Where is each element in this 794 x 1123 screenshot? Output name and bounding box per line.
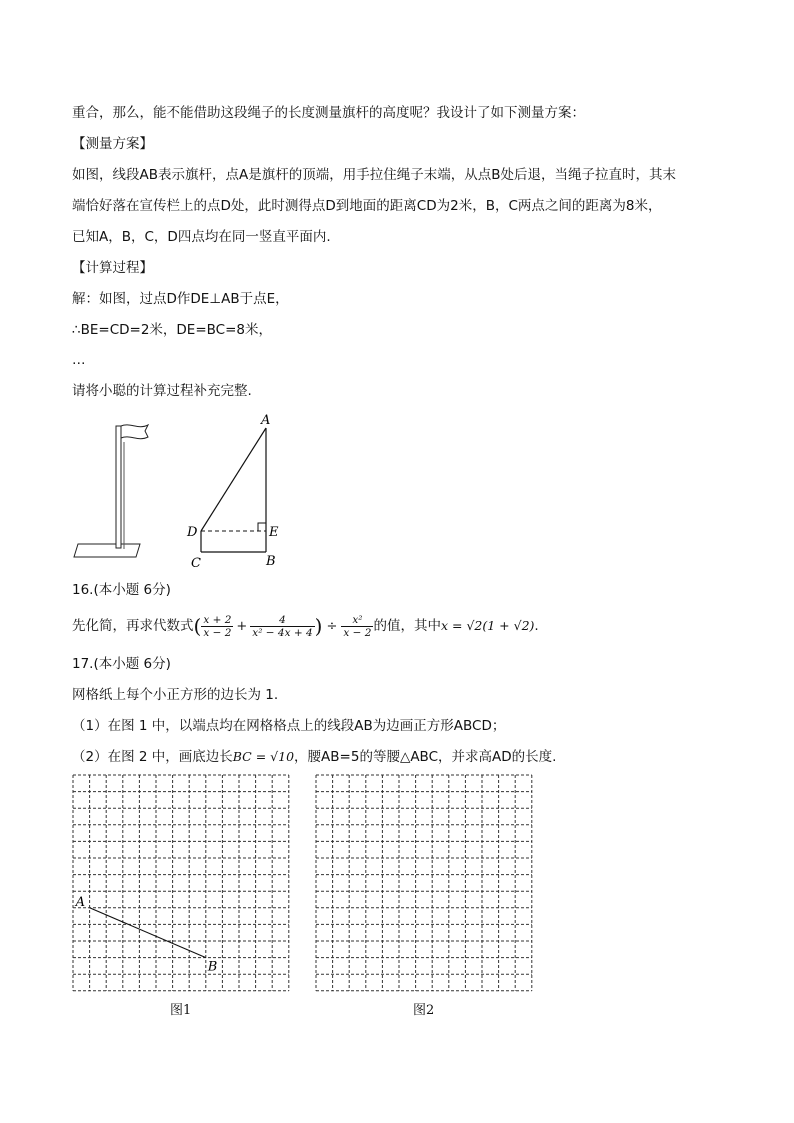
grid-figure-1 [68, 770, 294, 996]
left-paren: ( [193, 614, 202, 638]
q16-expression: 先化简，再求代数式( $\frac{x + 2}{x - 2}$ + $\frac{4}{\text{x² − 4x + 4}}$ ) ÷ $\frac{\text{x²}}{x - 2}$ 的值，其中x = √2(1 + √2). [72, 613, 539, 639]
pole [116, 426, 121, 548]
label-E: E [269, 525, 279, 540]
q16-header: 16.(本小题 6分) [72, 582, 171, 598]
q17-stem: 网格纸上每个小正方形的边长为 1. [72, 687, 279, 703]
plan-line-2: 端恰好落在宣传栏上的点D处，此时测得点D到地面的距离CD为2米，B，C两点之间的距离为8米， [72, 198, 662, 214]
right-angle-mark [258, 523, 266, 531]
label-C: C [191, 556, 201, 571]
q16-text-before: 先化简，再求代数式 [72, 618, 194, 634]
section-plan-heading: 【测量方案】 [72, 136, 153, 152]
grid-1-lines [73, 775, 289, 991]
intro-line: 重合，那么，能不能借助这段绳子的长度测量旗杆的高度呢？我设计了如下测量方案： [72, 105, 585, 121]
segment-AB-grid [90, 908, 206, 958]
right-paren: ) [314, 614, 323, 638]
grid-label-A: A [75, 894, 85, 910]
calc-line-1: 解：如图，过点D作DE⊥AB于点E， [72, 291, 289, 307]
plan-line-3: 已知A，B，C，D四点均在同一竖直平面内. [72, 229, 331, 245]
section-calc-heading: 【计算过程】 [72, 260, 153, 276]
bc-formula: BC = √10 [232, 749, 295, 764]
label-B: B [266, 554, 276, 569]
geometry-diagram [184, 412, 294, 572]
fraction-1: $\frac{x + 2}{x - 2}$ [203, 613, 232, 639]
grid-2-lines [316, 775, 532, 991]
segment-AD [201, 428, 266, 531]
fraction-3: $\frac{\text{x²}}{x - 2}$ [343, 613, 372, 639]
q16-text-middle: 的值，其中 [373, 618, 441, 634]
label-A: A [261, 413, 271, 428]
q17-header: 17.(本小题 6分) [72, 656, 171, 672]
x-value: x = √2(1 + √2) [440, 618, 535, 633]
calc-prompt: 请将小聪的计算过程补充完整. [72, 383, 252, 399]
q17-part-1: （1）在图 1 中，以端点均在网格格点上的线段AB为边画正方形ABCD； [72, 718, 506, 734]
fraction-2: $\frac{4}{\text{x² − 4x + 4}}$ [252, 613, 313, 639]
grid-label-B: B [207, 959, 218, 975]
q17-part-2: （2）在图 2 中，画底边长BC = √10，腰AB=5的等腰△ABC，并求高AD的长度. [72, 749, 557, 765]
calc-line-2: ∴BE=CD=2米，DE=BC=8米， [72, 322, 273, 338]
grid-1-caption: 图1 [170, 1003, 192, 1018]
ground-base [74, 544, 140, 557]
calc-line-3: … [72, 352, 86, 368]
grid-figure-2 [311, 770, 537, 996]
grid-2-caption: 图2 [413, 1003, 435, 1018]
flag [121, 425, 148, 439]
flagpole-illustration [72, 418, 162, 560]
label-D: D [187, 525, 198, 540]
plan-line-1: 如图，线段AB表示旗杆，点A是旗杆的顶端，用手拉住绳子末端，从点B处后退，当绳子拉直时，其末 [72, 167, 676, 183]
